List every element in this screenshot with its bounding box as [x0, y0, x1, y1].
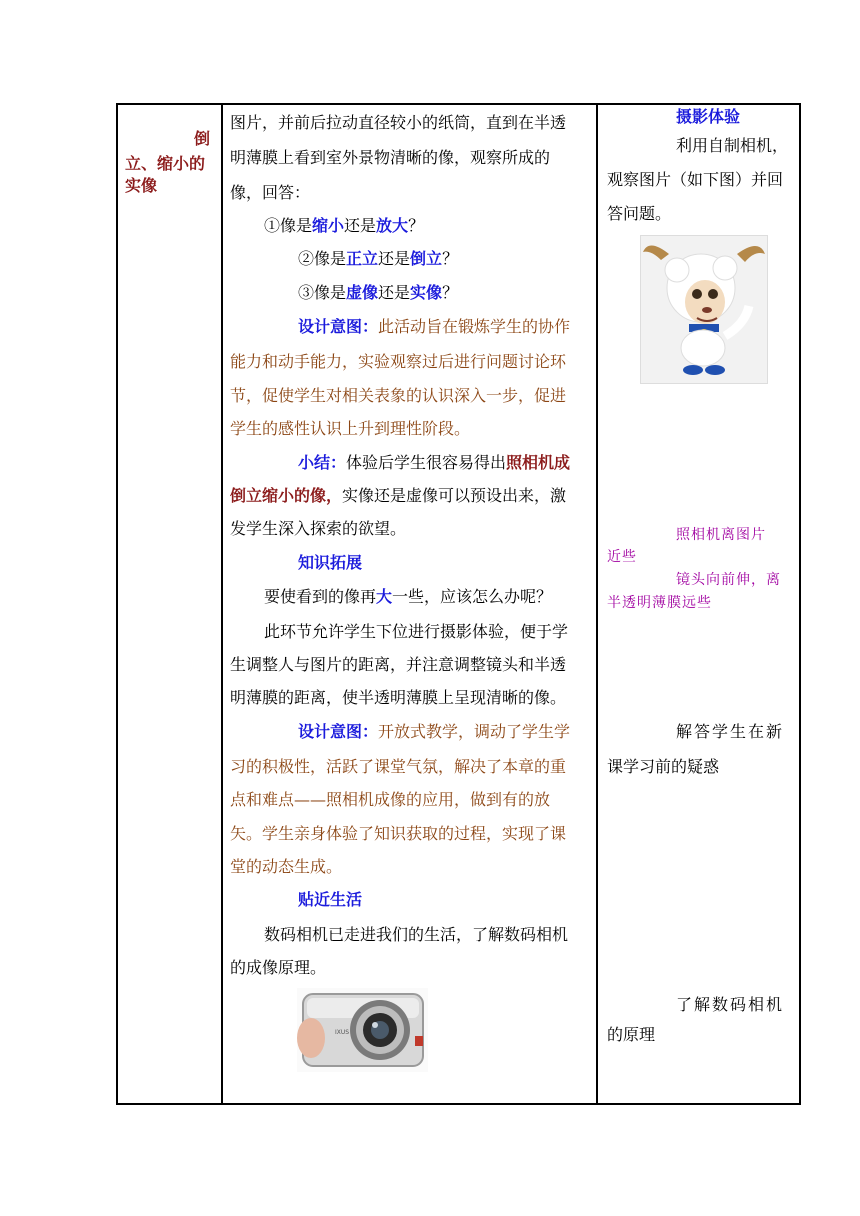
text-line: 学生的感性认识上升到理性阶段。 — [230, 419, 471, 438]
right-text-line: 答问题。 — [607, 204, 672, 223]
note-text-line: 解答学生在新 — [676, 722, 785, 741]
text-line: 能力和动手能力，实验观察过后进行问题讨论环 — [230, 352, 567, 371]
text-line: 图片，并前后拉动直径较小的纸筒，直到在半透 — [230, 113, 567, 132]
digital-camera-image — [297, 988, 428, 1072]
section-title-life: 贴近生活 — [298, 890, 363, 909]
question-3: ③像是虚像还是实像？ — [298, 283, 459, 302]
question-1: ①像是缩小还是放大？ — [264, 216, 425, 235]
design-intent-1: 设计意图：此活动旨在锻炼学生的协作 — [298, 317, 571, 336]
text-line: 此环节允许学生下位进行摄影体验，便于学 — [264, 622, 569, 641]
text-line: 习的积极性，活跃了课堂气氛，解决了本章的重 — [230, 757, 567, 776]
note-text-line: 半透明薄膜远些 — [607, 595, 712, 611]
topic-column — [118, 105, 223, 1103]
summary-line-1: 小结：体验后学生很容易得出照相机成 — [298, 453, 571, 472]
right-text-line: 观察图片（如下图）并回 — [607, 170, 784, 189]
text-line: 的成像原理。 — [230, 958, 327, 977]
design-intent-2: 设计意图：开放式教学，调动了学生学 — [298, 722, 571, 741]
knowledge-line-1: 要使看到的像再大一些，应该怎么办呢？ — [264, 587, 553, 606]
question-2: ②像是正立还是倒立？ — [298, 249, 459, 268]
text-line: 生调整人与图片的距离，并注意调整镜头和半透 — [230, 655, 567, 674]
text-line: 明薄膜上看到室外景物清晰的像，观察所成的 — [230, 148, 551, 167]
text-line: 堂的动态生成。 — [230, 857, 343, 876]
topic-label-line2: 立、缩小的 — [125, 154, 206, 173]
text-line: 发学生深入探索的欲望。 — [230, 519, 407, 538]
right-title: 摄影体验 — [676, 107, 741, 126]
text-line: 节，促使学生对相关表象的认识深入一步，促进 — [230, 386, 567, 405]
topic-label-line1: 倒 — [194, 129, 211, 148]
right-text-line: 利用自制相机， — [676, 136, 789, 155]
text-line: 数码相机已走进我们的生活，了解数码相机 — [264, 925, 569, 944]
note-text-line: 镜头向前伸，离 — [676, 572, 781, 588]
note-text-line: 了解数码相机 — [676, 995, 785, 1014]
note-text-line: 照相机离图片 — [676, 527, 766, 543]
section-title-knowledge: 知识拓展 — [298, 553, 363, 572]
text-line: 明薄膜的距离，使半透明薄膜上呈现清晰的像。 — [230, 688, 567, 707]
svg-text:IXUS: IXUS — [335, 1029, 350, 1036]
cartoon-sheep-image — [640, 235, 768, 384]
note-text-line: 课学习前的疑惑 — [607, 757, 720, 776]
summary-line-2: 倒立缩小的像，实像还是虚像可以预设出来，激 — [230, 486, 567, 505]
note-text-line: 的原理 — [607, 1025, 656, 1044]
text-line: 点和难点——照相机成像的应用，做到有的放 — [230, 790, 551, 809]
text-line: 像，回答： — [230, 183, 311, 202]
topic-label-line3: 实像 — [125, 176, 158, 195]
text-line: 矢。学生亲身体验了知识获取的过程，实现了课 — [230, 824, 567, 843]
note-text-line: 近些 — [607, 549, 637, 565]
